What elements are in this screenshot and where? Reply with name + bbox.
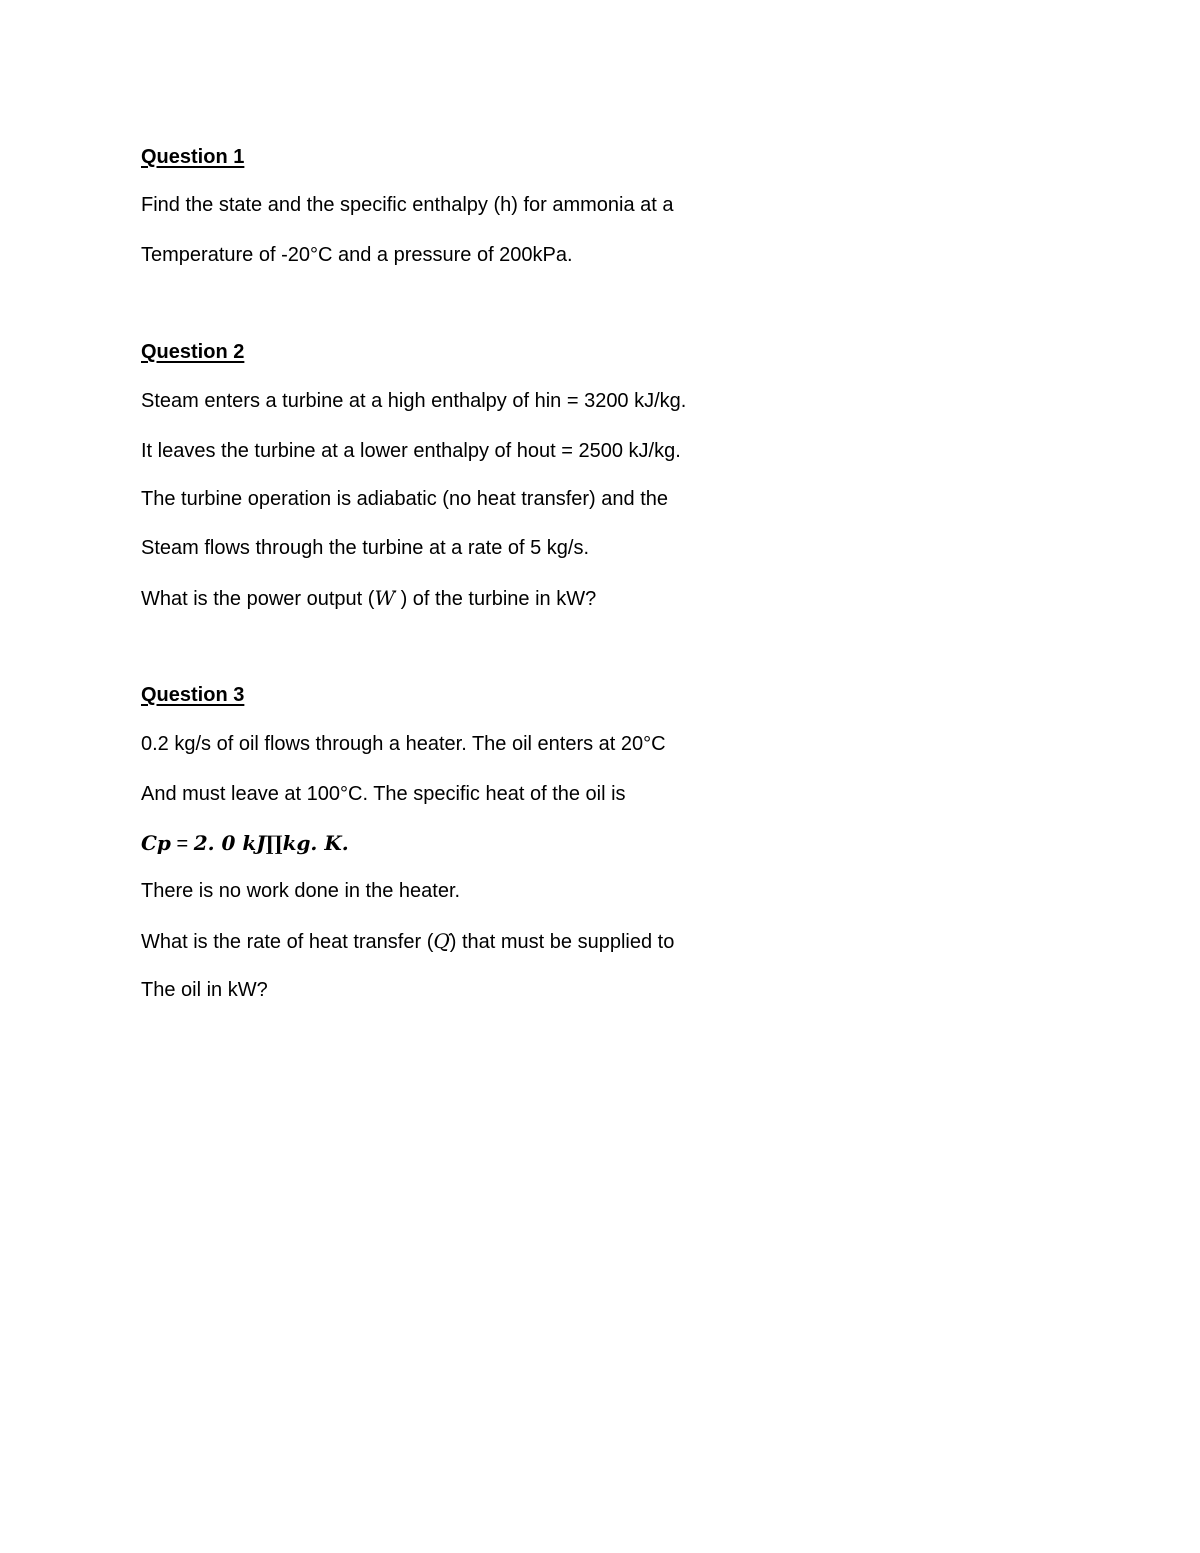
- question-1-line-2: Temperature of -20°C and a pressure of 200kPa.: [141, 244, 573, 266]
- question-2-heading: Question 2: [141, 341, 245, 363]
- question-2-line-5-before: What is the power output (: [141, 588, 375, 610]
- question-2-line-3: The turbine operation is adiabatic (no heat transfer) and the: [141, 488, 668, 510]
- question-3-line-5: [141, 929, 674, 954]
- question-3-line-1: 0.2 kg/s of oil flows through a heater. The oil enters at 20°C: [141, 733, 666, 755]
- question-3-line-4: There is no work done in the heater.: [141, 880, 461, 902]
- question-2-line-1: Steam enters a turbine at a high enthalpy of hin = 3200 kJ/kg.: [141, 390, 687, 412]
- question-1-heading: Question 1: [141, 146, 245, 168]
- question-2-line-5: [141, 586, 596, 611]
- question-2-line-4: Steam flows through the turbine at a rate of 5 kg/s.: [141, 537, 590, 559]
- question-3-line-2: And must leave at 100°C. The specific heat of the oil is: [141, 783, 626, 805]
- question-2-line-2: It leaves the turbine at a lower enthalpy of hout = 2500 kJ/kg.: [141, 440, 681, 462]
- formula-lhs: Cp: [141, 831, 171, 855]
- heat-rate-symbol: Q: [433, 929, 450, 953]
- question-3-line-5-before: What is the rate of heat transfer (: [141, 931, 434, 953]
- question-2-line-5-after: ) of the turbine in kW?: [395, 588, 597, 610]
- power-symbol: W: [374, 586, 396, 610]
- question-3-heading: Question 3: [141, 684, 245, 706]
- question-3-line-5-after: ) that must be supplied to: [449, 931, 675, 953]
- formula-equals: =: [170, 833, 194, 855]
- specific-heat-formula: [141, 831, 349, 856]
- question-1-line-1: Find the state and the specific enthalpy (h) for ammonia at a: [141, 194, 674, 216]
- question-3-line-6: The oil in kW?: [141, 979, 268, 1001]
- formula-rhs: 2. 0 kJ∏kg. K.: [193, 831, 349, 855]
